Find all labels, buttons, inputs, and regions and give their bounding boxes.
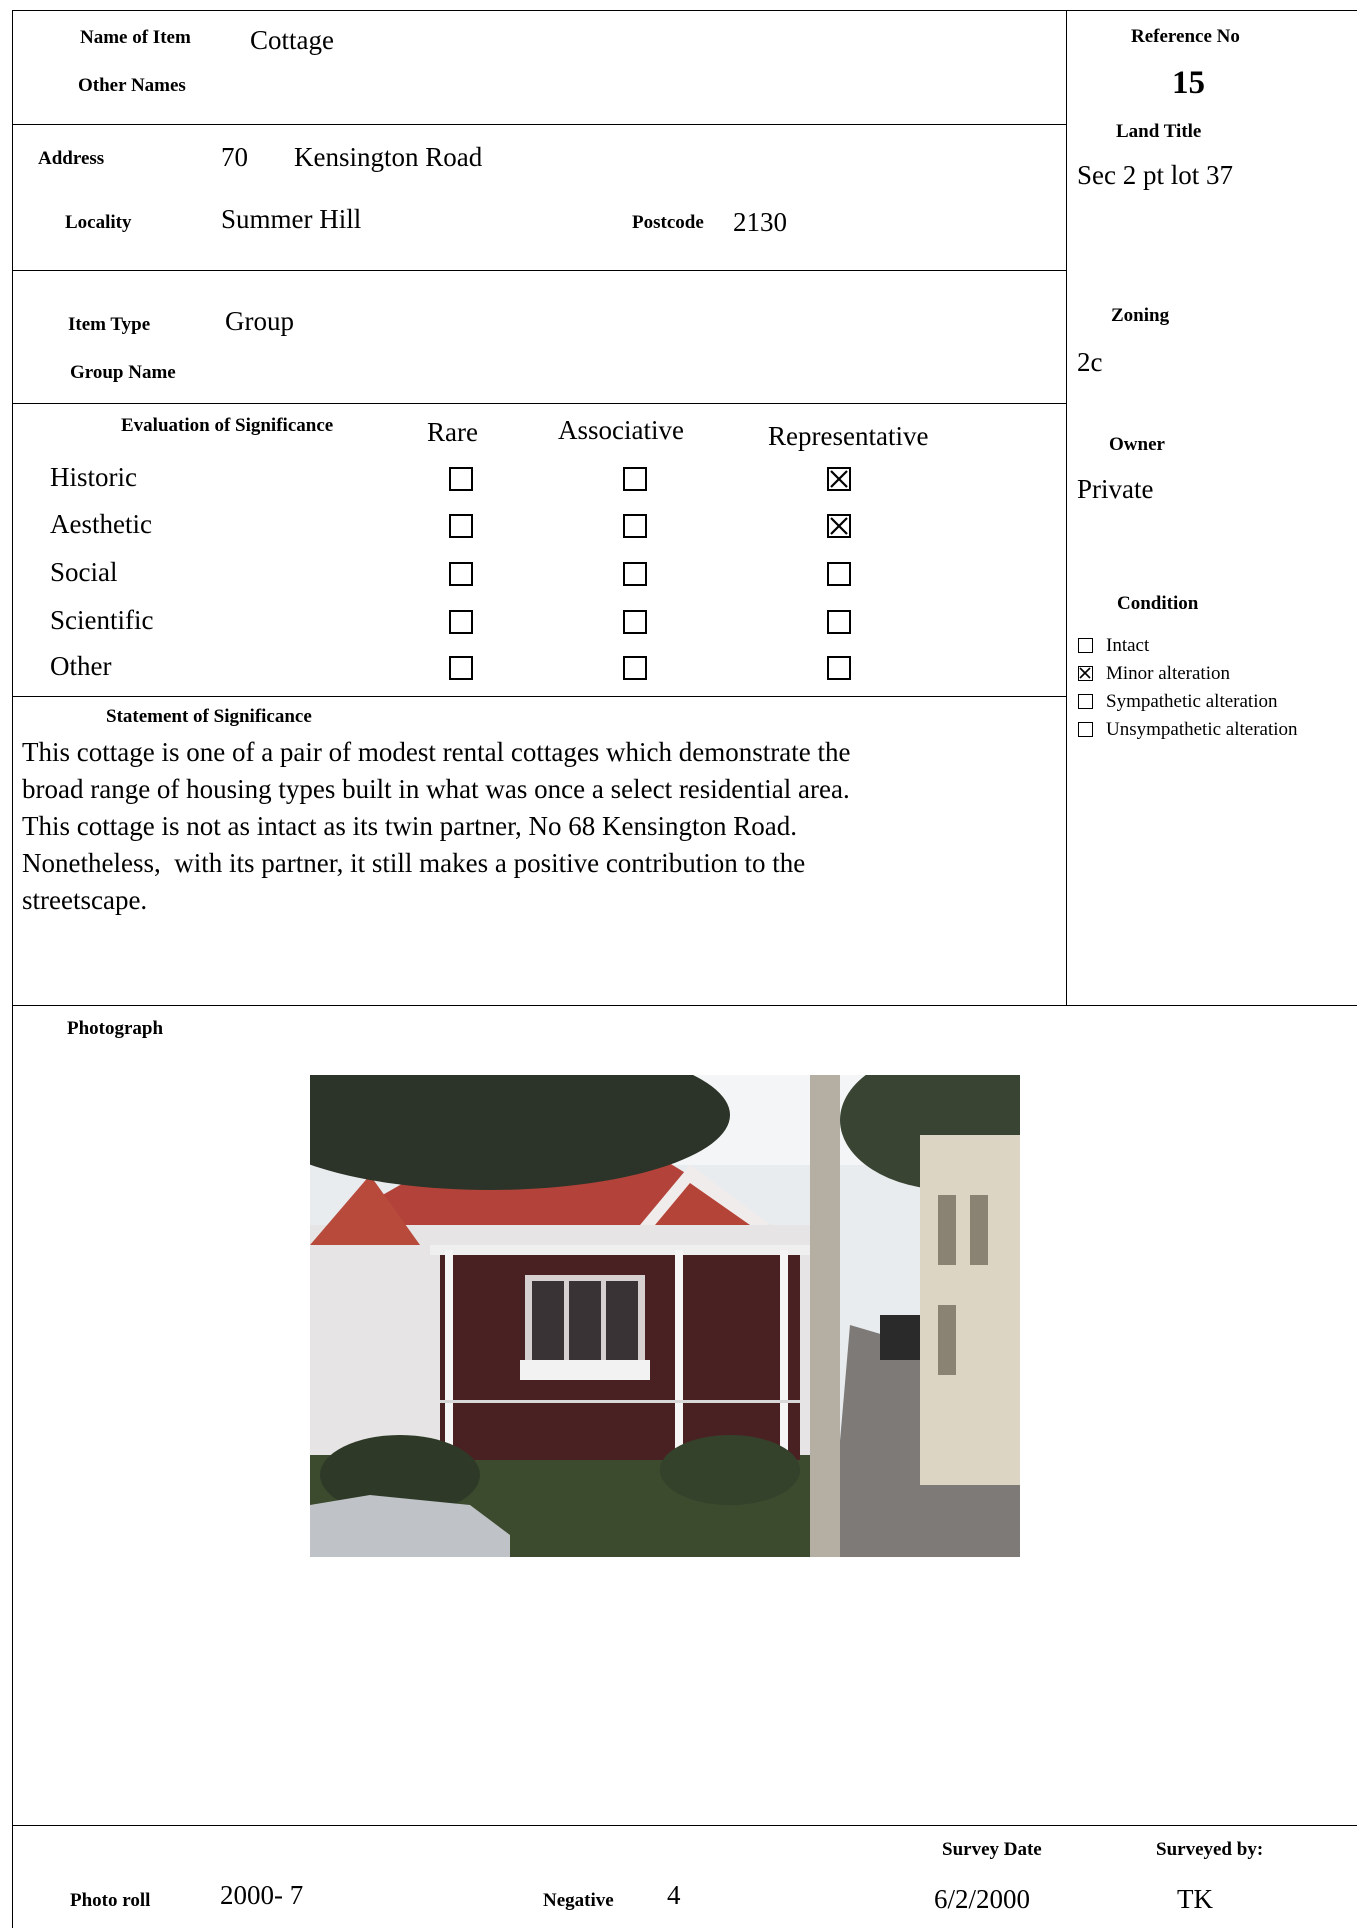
address-number: 70: [221, 142, 248, 172]
eval-row-aesthetic: Aesthetic: [50, 509, 152, 539]
condition-checkbox-intact[interactable]: [1078, 638, 1093, 653]
negative-label: Negative: [543, 1890, 614, 1911]
address-label: Address: [38, 148, 105, 169]
name-of-item-value: Cottage: [250, 25, 334, 55]
statement-text: [22, 734, 1052, 919]
statement-line: streetscape.: [22, 885, 148, 915]
postcode-label: Postcode: [632, 212, 704, 233]
eval-checkbox-other-associative[interactable]: [623, 656, 647, 680]
owner-value: Private: [1077, 474, 1154, 504]
survey-date-label: Survey Date: [942, 1839, 1042, 1860]
eval-checkbox-historic-associative[interactable]: [623, 467, 647, 491]
statement-line: This cottage is one of a pair of modest rental cottages which demonstrate the: [22, 737, 851, 767]
land-title-value: Sec 2 pt lot 37: [1077, 160, 1233, 190]
zoning-value: 2c: [1077, 347, 1103, 377]
eval-checkbox-scientific-representative[interactable]: [827, 610, 851, 634]
condition-option-label: Sympathetic alteration: [1106, 691, 1278, 712]
statement-line: Nonetheless, with its partner, it still makes a positive contribution to the: [22, 848, 806, 878]
group-name-label: Group Name: [70, 362, 176, 383]
eval-checkbox-historic-representative[interactable]: [827, 467, 851, 491]
owner-label: Owner: [1109, 434, 1165, 455]
condition-label: Condition: [1117, 593, 1199, 614]
eval-checkbox-other-rare[interactable]: [449, 656, 473, 680]
eval-row-social: Social: [50, 557, 118, 587]
item-type-value: Group: [225, 306, 294, 336]
divider-after-evaluation: [12, 696, 1067, 697]
condition-checkbox-minor-alteration[interactable]: [1078, 666, 1093, 681]
left-border: [12, 10, 13, 1928]
eval-checkbox-social-representative[interactable]: [827, 562, 851, 586]
divider-after-name: [12, 124, 1067, 125]
land-title-label: Land Title: [1116, 121, 1202, 142]
condition-checkbox-unsympathetic-alteration[interactable]: [1078, 722, 1093, 737]
eval-checkbox-scientific-associative[interactable]: [623, 610, 647, 634]
eval-checkbox-social-rare[interactable]: [449, 562, 473, 586]
reference-no-label: Reference No: [1131, 26, 1240, 47]
eval-checkbox-aesthetic-representative[interactable]: [827, 514, 851, 538]
condition-checkbox-sympathetic-alteration[interactable]: [1078, 694, 1093, 709]
eval-row-scientific: Scientific: [50, 605, 154, 635]
eval-checkbox-aesthetic-associative[interactable]: [623, 514, 647, 538]
surveyed-by-label: Surveyed by:: [1156, 1839, 1264, 1860]
top-border: [12, 10, 1357, 11]
surveyed-by-value: TK: [1177, 1884, 1213, 1914]
eval-checkbox-other-representative[interactable]: [827, 656, 851, 680]
eval-row-other: Other: [50, 651, 112, 681]
negative-value: 4: [667, 1880, 681, 1910]
condition-option-label: Intact: [1106, 635, 1150, 656]
divider-before-footer: [12, 1825, 1357, 1826]
evaluation-title: Evaluation of Significance: [121, 415, 334, 436]
condition-option-label: Unsympathetic alteration: [1106, 719, 1298, 740]
photo-roll-label: Photo roll: [70, 1890, 151, 1911]
eval-row-historic: Historic: [50, 462, 137, 492]
statement-label: Statement of Significance: [106, 706, 312, 727]
eval-checkbox-social-associative[interactable]: [623, 562, 647, 586]
zoning-label: Zoning: [1111, 305, 1170, 326]
item-type-label: Item Type: [68, 314, 151, 335]
divider-after-address: [12, 270, 1067, 271]
locality-label: Locality: [65, 212, 132, 233]
photo-roll-value: 2000- 7: [220, 1880, 304, 1910]
other-names-label: Other Names: [78, 75, 186, 96]
statement-line: broad range of housing types built in what was once a select residential area.: [22, 774, 850, 804]
right-column-divider: [1066, 10, 1067, 1005]
photograph-label: Photograph: [67, 1018, 164, 1039]
postcode-value: 2130: [733, 207, 787, 237]
name-of-item-label: Name of Item: [80, 27, 191, 48]
eval-checkbox-scientific-rare[interactable]: [449, 610, 473, 634]
cottage-photograph: [310, 1075, 1020, 1557]
eval-column-associative: Associative: [558, 415, 684, 445]
eval-checkbox-aesthetic-rare[interactable]: [449, 514, 473, 538]
survey-date-value: 6/2/2000: [934, 1884, 1031, 1914]
eval-column-representative: Representative: [768, 421, 929, 451]
address-street: Kensington Road: [294, 142, 483, 172]
locality-value: Summer Hill: [221, 204, 362, 234]
divider-after-item-type: [12, 403, 1067, 404]
statement-line: This cottage is not as intact as its twin partner, No 68 Kensington Road.: [22, 811, 798, 841]
condition-option-label: Minor alteration: [1106, 663, 1230, 684]
divider-after-statement: [12, 1005, 1357, 1006]
eval-checkbox-historic-rare[interactable]: [449, 467, 473, 491]
eval-column-rare: Rare: [427, 417, 478, 447]
reference-no-value: 15: [1172, 65, 1205, 101]
